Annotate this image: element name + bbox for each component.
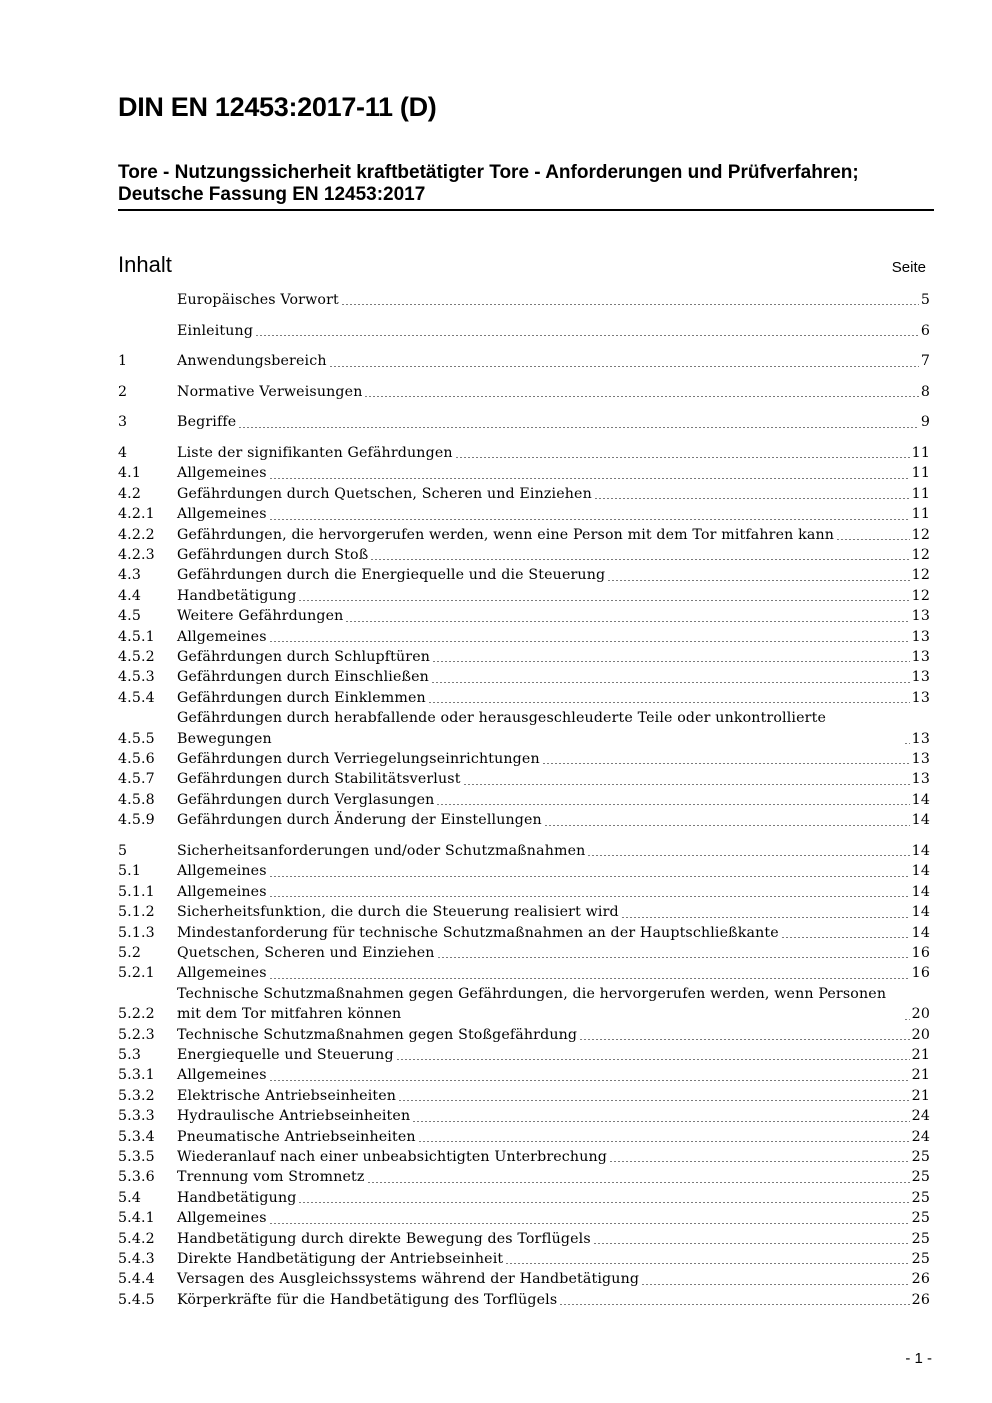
- toc-entry-number: 4.5.8: [118, 791, 155, 808]
- title-rule: [118, 209, 934, 211]
- toc-entry-title: Handbetätigung: [177, 587, 297, 604]
- toc-entry[interactable]: [118, 769, 930, 789]
- toc-entry[interactable]: [118, 565, 930, 585]
- toc-entry-page: 25: [911, 1230, 930, 1247]
- toc-entry-page: 9: [920, 414, 930, 431]
- toc-dot-leader: [298, 1202, 909, 1203]
- toc-entry-title-wrap: [177, 525, 912, 545]
- toc-entry[interactable]: [118, 1127, 930, 1147]
- toc-entry[interactable]: [118, 1249, 930, 1269]
- toc-entry-page: 25: [911, 1148, 930, 1165]
- toc-entry-title: Allgemeines: [177, 628, 267, 645]
- toc-entry-title-wrap: [177, 586, 912, 606]
- toc-entry-number: 4.5.3: [118, 669, 155, 686]
- toc-dot-leader: [641, 1284, 910, 1285]
- toc-dot-leader: [428, 702, 910, 703]
- toc-entry-number: 4.5.4: [118, 689, 155, 706]
- toc-entry-number: 5.2.2: [118, 1006, 155, 1023]
- toc-entry-number: 3: [118, 414, 128, 431]
- toc-dot-leader: [269, 1080, 910, 1081]
- toc-entry-page: 7: [920, 353, 930, 370]
- toc-entry-title: Gefährdungen durch Verglasungen: [177, 791, 435, 808]
- toc-entry[interactable]: [118, 1269, 930, 1289]
- toc-entry-number: 5.2.1: [118, 965, 155, 982]
- toc-heading: Inhalt: [118, 252, 172, 277]
- toc-entry-number: 4.2.2: [118, 526, 155, 543]
- toc-dot-leader: [436, 804, 909, 805]
- toc-entry-title: Handbetätigung: [177, 1189, 297, 1206]
- toc-entry-title-wrap: [177, 667, 912, 687]
- toc-dot-leader: [607, 580, 909, 581]
- toc-entry[interactable]: [118, 606, 930, 626]
- toc-entry-title: Quetschen, Scheren und Einziehen: [177, 944, 435, 961]
- toc-entry-title: Gefährdungen durch die Energiequelle und die Steuerung: [177, 567, 606, 584]
- toc-entry-title: Versagen des Ausgleichssystems während der Handbetätigung: [177, 1271, 640, 1288]
- toc-entry-page: 16: [911, 944, 930, 961]
- toc-entry-title-wrap: [177, 627, 912, 647]
- toc-entry-title-wrap: [177, 1106, 912, 1126]
- toc-entry-title: Hydraulische Antriebseinheiten: [177, 1108, 411, 1125]
- toc-entry-title-wrap: [177, 708, 912, 749]
- toc-entry-title: Direkte Handbetätigung der Antriebseinheit: [177, 1251, 504, 1267]
- toc-dot-leader: [904, 743, 910, 744]
- toc-entry-page: 14: [911, 924, 930, 941]
- toc-entry[interactable]: [118, 351, 930, 371]
- toc-entry-number: 5.3.6: [118, 1169, 155, 1186]
- toc-dot-leader: [579, 1039, 909, 1040]
- toc-entry-title: Einleitung: [177, 322, 254, 339]
- toc-entry-title: Gefährdungen durch Verriegelungseinrichtungen: [177, 751, 540, 768]
- toc-entry-title: Gefährdungen durch Stoß: [177, 547, 369, 563]
- toc-entry[interactable]: [118, 443, 930, 463]
- toc-entry[interactable]: [118, 647, 930, 667]
- toc-entry-page: 21: [911, 1067, 930, 1084]
- toc-dot-leader: [255, 335, 919, 336]
- toc-entry[interactable]: [118, 290, 930, 310]
- toc-entry[interactable]: [118, 1106, 930, 1126]
- toc-entry-title-wrap: [177, 984, 912, 1025]
- toc-entry[interactable]: [118, 1065, 930, 1085]
- toc-entry[interactable]: [118, 963, 930, 983]
- toc-entry-title-wrap: [177, 1290, 912, 1310]
- toc-entry-number: 4.5.7: [118, 771, 155, 788]
- toc-entry-title-wrap: [177, 1045, 912, 1065]
- toc-dot-leader: [269, 876, 910, 877]
- toc-entry-title-wrap: [177, 321, 921, 341]
- toc-dot-leader: [587, 855, 909, 856]
- toc-entry-title: Anwendungsbereich: [177, 353, 327, 370]
- toc-entry-number: 5.3: [118, 1046, 142, 1063]
- toc-entry-page: 11: [911, 465, 930, 482]
- table-of-contents: [118, 290, 930, 1310]
- toc-dot-leader: [269, 478, 910, 479]
- toc-dot-leader: [542, 763, 910, 764]
- toc-entry-title-wrap: [177, 351, 921, 371]
- toc-entry-page: 5: [920, 292, 930, 308]
- toc-entry-page: 12: [911, 547, 930, 563]
- toc-entry-page: 21: [911, 1087, 930, 1104]
- toc-entry-number: 5.4.3: [118, 1251, 155, 1267]
- toc-entry[interactable]: [118, 790, 930, 810]
- toc-dot-leader: [418, 1141, 910, 1142]
- toc-entry-title: Begriffe: [177, 414, 237, 431]
- toc-entry[interactable]: [118, 545, 930, 565]
- toc-entry-title-wrap: [177, 1167, 912, 1187]
- toc-entry[interactable]: [118, 1147, 930, 1167]
- toc-entry[interactable]: [118, 688, 930, 708]
- toc-entry-page: 11: [911, 506, 930, 523]
- toc-entry[interactable]: [118, 484, 930, 504]
- toc-entry[interactable]: [118, 1188, 930, 1208]
- toc-entry[interactable]: [118, 463, 930, 483]
- toc-entry-title: Technische Schutzmaßnahmen gegen Stoßgefährdung: [177, 1026, 578, 1043]
- toc-entry-title-wrap: [177, 790, 912, 810]
- toc-entry-page: 14: [911, 883, 930, 900]
- toc-entry-title: Sicherheitsfunktion, die durch die Steuerung realisiert wird: [177, 904, 619, 921]
- toc-entry-number: 4.5.9: [118, 812, 155, 829]
- toc-entry-number: 5.4.2: [118, 1230, 155, 1247]
- toc-entry-page: 21: [911, 1046, 930, 1063]
- toc-entry[interactable]: [118, 749, 930, 769]
- toc-entry-title-wrap: [177, 902, 912, 922]
- toc-entry-title-wrap: [177, 1025, 912, 1045]
- toc-dot-leader: [437, 957, 910, 958]
- toc-entry-number: 5.1: [118, 863, 142, 880]
- toc-entry-number: 4.3: [118, 567, 142, 584]
- toc-entry-title: Gefährdungen durch Einschließen: [177, 669, 429, 686]
- toc-entry-title-wrap: [177, 1086, 912, 1106]
- toc-entry-title-wrap: [177, 882, 912, 902]
- toc-entry-page: 26: [911, 1271, 930, 1288]
- toc-dot-leader: [431, 682, 910, 683]
- toc-entry-title: Allgemeines: [177, 465, 267, 482]
- toc-entry-title: Gefährdungen durch Stabilitätsverlust: [177, 771, 461, 788]
- toc-entry-title-wrap: [177, 841, 912, 861]
- toc-entry-title-wrap: [177, 1065, 912, 1085]
- document-id: DIN EN 12453:2017-11 (D): [118, 92, 437, 122]
- toc-dot-leader: [269, 978, 910, 979]
- toc-entry-title: Technische Schutzmaßnahmen gegen Gefährdungen, die hervorgerufen werden, wenn Personen mit dem Tor mitfahren können: [177, 985, 887, 1023]
- toc-entry-title: Allgemeines: [177, 1067, 267, 1084]
- toc-entry-number: 4.2.3: [118, 547, 155, 563]
- toc-entry-title-wrap: [177, 290, 921, 310]
- toc-entry-title-wrap: [177, 1269, 912, 1289]
- toc-entry-title-wrap: [177, 606, 912, 626]
- toc-entry-page: 25: [911, 1189, 930, 1206]
- toc-entry-title: Gefährdungen durch Quetschen, Scheren und Einziehen: [177, 485, 592, 502]
- toc-entry-number: 5.1.3: [118, 924, 155, 941]
- toc-entry-title-wrap: [177, 443, 912, 463]
- toc-entry-number: 5.3.3: [118, 1108, 155, 1125]
- toc-entry-title-wrap: [177, 484, 912, 504]
- toc-dot-leader: [238, 427, 918, 428]
- toc-entry-number: 4.2.1: [118, 506, 155, 523]
- toc-entry-title-wrap: [177, 923, 912, 943]
- toc-entry-title: Normative Verweisungen: [177, 383, 363, 400]
- toc-entry-page: 13: [911, 751, 930, 768]
- toc-dot-leader: [609, 1161, 910, 1162]
- toc-entry-page: 14: [911, 791, 930, 808]
- toc-entry-page: 13: [911, 649, 930, 666]
- toc-entry[interactable]: [118, 1025, 930, 1045]
- toc-entry[interactable]: [118, 1290, 930, 1310]
- toc-entry-number: 4.5.2: [118, 649, 155, 666]
- toc-entry-title-wrap: [177, 545, 912, 565]
- document-subtitle: Tore - Nutzungssicherheit kraftbetätigter Tore - Anforderungen und Prüfverfahren; Deutsche Fassung EN 12453:2017: [118, 162, 859, 205]
- toc-dot-leader: [455, 457, 910, 458]
- toc-entry-number: 4.1: [118, 465, 142, 482]
- toc-dot-leader: [559, 1304, 909, 1305]
- toc-dot-leader: [396, 1059, 910, 1060]
- toc-dot-leader: [269, 1223, 910, 1224]
- toc-entry-title-wrap: [177, 769, 912, 789]
- toc-entry[interactable]: [118, 504, 930, 524]
- toc-entry-title-wrap: [177, 688, 912, 708]
- toc-entry-page: 12: [911, 567, 930, 584]
- toc-entry[interactable]: [118, 586, 930, 606]
- toc-entry[interactable]: [118, 882, 930, 902]
- toc-entry-page: 16: [911, 965, 930, 982]
- page-column-label: Seite: [891, 259, 926, 276]
- toc-entry-page: 25: [911, 1210, 930, 1227]
- toc-dot-leader: [781, 937, 910, 938]
- toc-entry[interactable]: [118, 667, 930, 687]
- toc-entry-title-wrap: [177, 1208, 912, 1228]
- toc-entry-number: 5.2: [118, 944, 142, 961]
- toc-dot-leader: [593, 1243, 910, 1244]
- toc-entry-page: 25: [911, 1251, 930, 1267]
- toc-entry-page: 24: [911, 1108, 930, 1125]
- toc-entry-number: 5.4.1: [118, 1210, 155, 1227]
- toc-entry-title: Wiederanlauf nach einer unbeabsichtigten Unterbrechung: [177, 1148, 607, 1165]
- toc-entry-page: 26: [911, 1291, 930, 1308]
- toc-entry-number: 1: [118, 353, 128, 370]
- page-number: - 1 -: [905, 1350, 932, 1367]
- toc-dot-leader: [370, 559, 909, 560]
- toc-entry[interactable]: [118, 1167, 930, 1187]
- toc-entry-title: Allgemeines: [177, 965, 267, 982]
- toc-dot-leader: [594, 498, 910, 499]
- toc-dot-leader: [269, 641, 910, 642]
- toc-dot-leader: [505, 1263, 909, 1264]
- toc-entry-title-wrap: [177, 749, 912, 769]
- toc-entry-title: Weitere Gefährdungen: [177, 608, 344, 625]
- toc-dot-leader: [398, 1100, 910, 1101]
- toc-entry-page: 11: [911, 485, 930, 502]
- toc-entry-title: Allgemeines: [177, 863, 267, 880]
- toc-entry[interactable]: [118, 412, 930, 432]
- toc-entry[interactable]: [118, 525, 930, 545]
- toc-entry-title: Gefährdungen durch herabfallende oder herausgeschleuderte Teile oder unkontrollierte Bewegungen: [177, 710, 826, 747]
- toc-entry[interactable]: [118, 1086, 930, 1106]
- toc-entry-title: Trennung vom Stromnetz: [177, 1169, 365, 1186]
- toc-entry-number: 4.4: [118, 587, 142, 604]
- toc-entry-title: Allgemeines: [177, 506, 267, 523]
- toc-entry-title: Gefährdungen durch Änderung der Einstellungen: [177, 812, 542, 829]
- toc-dot-leader: [367, 1182, 910, 1183]
- toc-dot-leader: [298, 600, 909, 601]
- toc-entry-page: 20: [911, 1026, 930, 1043]
- toc-entry-number: 4.5.1: [118, 628, 155, 645]
- toc-entry-number: 5.4.4: [118, 1271, 155, 1288]
- toc-entry-number: 4.5.6: [118, 751, 155, 768]
- toc-entry-title: Allgemeines: [177, 883, 267, 900]
- toc-dot-leader: [345, 621, 909, 622]
- toc-dot-leader: [463, 784, 910, 785]
- toc-entry[interactable]: [118, 923, 930, 943]
- toc-dot-leader: [269, 519, 910, 520]
- toc-entry-page: 13: [911, 669, 930, 686]
- toc-dot-leader: [341, 304, 919, 305]
- toc-entry-page: 25: [911, 1169, 930, 1186]
- toc-entry-title-wrap: [177, 647, 912, 667]
- toc-entry-page: 20: [911, 1006, 930, 1023]
- toc-entry-number: 5.3.5: [118, 1148, 155, 1165]
- toc-entry-number: 2: [118, 383, 128, 400]
- toc-entry-title-wrap: [177, 1188, 912, 1208]
- toc-entry-title: Energiequelle und Steuerung: [177, 1046, 394, 1063]
- toc-entry-title-wrap: [177, 861, 912, 881]
- toc-entry[interactable]: [118, 708, 930, 749]
- toc-entry-title: Gefährdungen durch Einklemmen: [177, 689, 426, 706]
- toc-entry-title-wrap: [177, 382, 921, 402]
- toc-entry-page: 12: [911, 587, 930, 604]
- toc-entry-page: 6: [920, 322, 930, 339]
- toc-entry[interactable]: [118, 861, 930, 881]
- toc-entry-title-wrap: [177, 1127, 912, 1147]
- toc-entry-title-wrap: [177, 810, 912, 830]
- toc-entry-page: 24: [911, 1128, 930, 1145]
- toc-entry-page: 13: [911, 689, 930, 706]
- toc-entry-title: Sicherheitsanforderungen und/oder Schutzmaßnahmen: [177, 842, 586, 859]
- toc-entry-title: Elektrische Antriebseinheiten: [177, 1087, 397, 1104]
- toc-dot-leader: [412, 1121, 909, 1122]
- toc-dot-leader: [329, 366, 919, 367]
- toc-entry-number: 5.2.3: [118, 1026, 155, 1043]
- toc-entry-page: 14: [911, 842, 930, 859]
- toc-entry-title-wrap: [177, 1147, 912, 1167]
- toc-entry-title-wrap: [177, 1249, 912, 1269]
- toc-entry[interactable]: [118, 1208, 930, 1228]
- toc-entry[interactable]: [118, 382, 930, 402]
- toc-entry-title: Pneumatische Antriebseinheiten: [177, 1128, 416, 1145]
- toc-entry-title: Europäisches Vorwort: [177, 292, 339, 308]
- toc-entry-title: Gefährdungen durch Schlupftüren: [177, 649, 431, 666]
- toc-dot-leader: [432, 661, 910, 662]
- toc-entry[interactable]: [118, 841, 930, 861]
- toc-entry[interactable]: [118, 627, 930, 647]
- toc-entry-title: Liste der signifikanten Gefährdungen: [177, 444, 453, 461]
- toc-entry[interactable]: [118, 321, 930, 341]
- toc-entry-title: Körperkräfte für die Handbetätigung des Torflügels: [177, 1291, 558, 1308]
- toc-entry[interactable]: [118, 1045, 930, 1065]
- toc-entry-page: 14: [911, 812, 930, 829]
- toc-entry-number: 5: [118, 842, 128, 859]
- toc-entry[interactable]: [118, 810, 930, 830]
- toc-entry-number: 5.3.2: [118, 1087, 155, 1104]
- toc-entry-title: Gefährdungen, die hervorgerufen werden, wenn eine Person mit dem Tor mitfahren kann: [177, 526, 835, 543]
- toc-entry-page: 13: [911, 730, 930, 747]
- toc-entry-title: Handbetätigung durch direkte Bewegung des Torflügels: [177, 1230, 591, 1247]
- toc-dot-leader: [836, 539, 910, 540]
- toc-entry-title: Allgemeines: [177, 1210, 267, 1227]
- toc-entry-title-wrap: [177, 963, 912, 983]
- toc-entry-page: 12: [911, 526, 930, 543]
- toc-entry-page: 14: [911, 863, 930, 880]
- toc-entry-page: 11: [911, 444, 930, 461]
- toc-dot-leader: [544, 825, 910, 826]
- toc-entry-page: 13: [911, 608, 930, 625]
- toc-entry-number: 5.4: [118, 1189, 142, 1206]
- toc-dot-leader: [364, 396, 918, 397]
- toc-entry-title-wrap: [177, 565, 912, 585]
- toc-entry-title: Mindestanforderung für technische Schutzmaßnahmen an der Hauptschließkante: [177, 924, 779, 941]
- toc-entry[interactable]: [118, 984, 930, 1025]
- toc-entry-number: 4.5.5: [118, 730, 155, 747]
- toc-entry[interactable]: [118, 1229, 930, 1249]
- toc-dot-leader: [269, 896, 910, 897]
- toc-entry-number: 5.1.1: [118, 883, 155, 900]
- toc-dot-leader: [904, 1019, 910, 1020]
- toc-entry[interactable]: [118, 943, 930, 963]
- toc-entry-number: 5.1.2: [118, 904, 155, 921]
- toc-entry-title-wrap: [177, 504, 912, 524]
- toc-entry-page: 13: [911, 628, 930, 645]
- toc-entry-page: 14: [911, 904, 930, 921]
- toc-entry-title-wrap: [177, 943, 912, 963]
- toc-entry-page: 13: [911, 771, 930, 788]
- toc-entry-title-wrap: [177, 463, 912, 483]
- toc-entry-title-wrap: [177, 412, 921, 432]
- toc-entry-number: 5.3.1: [118, 1067, 155, 1084]
- toc-entry-number: 4: [118, 444, 128, 461]
- toc-entry-number: 5.3.4: [118, 1128, 155, 1145]
- toc-entry-page: 8: [920, 383, 930, 400]
- toc-entry-title-wrap: [177, 1229, 912, 1249]
- toc-entry-number: 5.4.5: [118, 1291, 155, 1308]
- toc-dot-leader: [621, 917, 910, 918]
- toc-entry-number: 4.2: [118, 485, 142, 502]
- toc-entry[interactable]: [118, 902, 930, 922]
- toc-entry-number: 4.5: [118, 608, 142, 625]
